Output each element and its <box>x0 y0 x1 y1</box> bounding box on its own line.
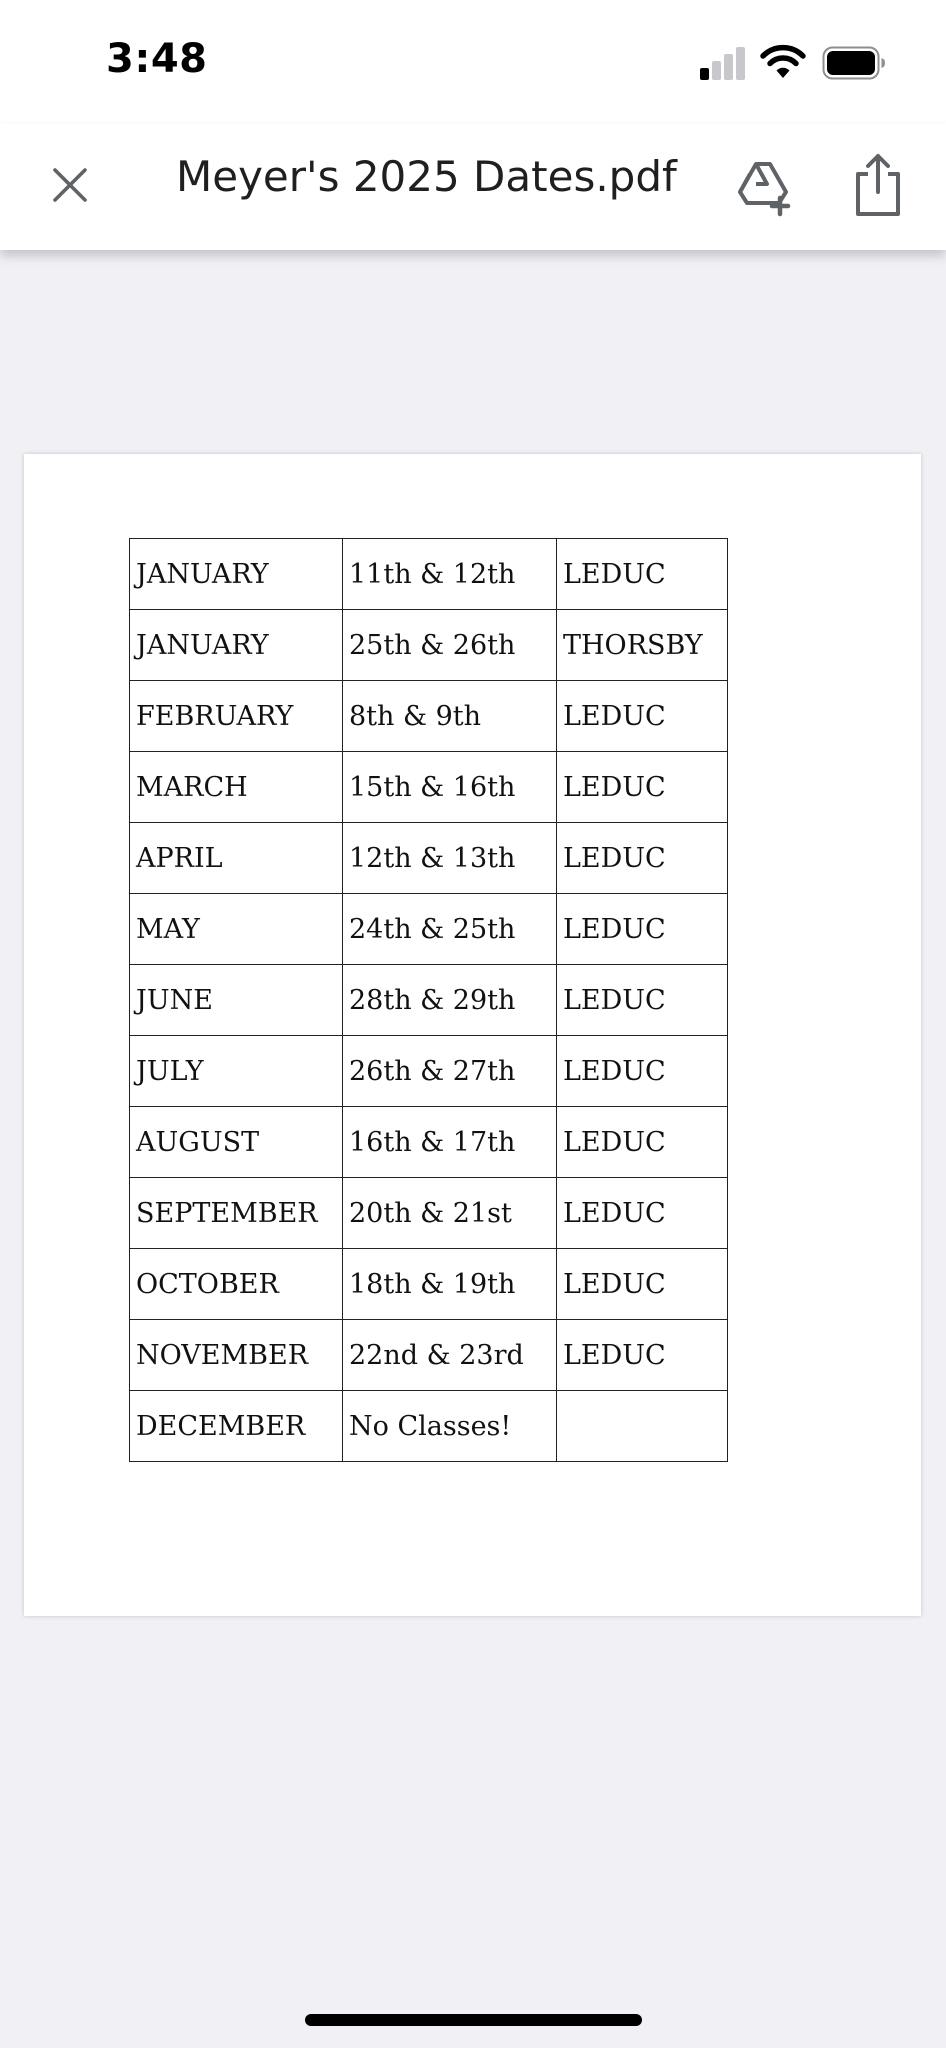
table-row <box>130 1391 728 1462</box>
add-to-drive-button[interactable] <box>734 154 798 218</box>
month-cell: JULY <box>130 1036 343 1107</box>
table-row <box>130 610 728 681</box>
status-bar <box>0 0 946 124</box>
dates-cell: 11th & 12th <box>343 539 557 610</box>
document-title: Meyer's 2025 Dates.pdf <box>176 152 677 201</box>
month-cell: OCTOBER <box>130 1249 343 1320</box>
month-cell: FEBRUARY <box>130 681 343 752</box>
dates-cell: 12th & 13th <box>343 823 557 894</box>
table-row <box>130 823 728 894</box>
table-row <box>130 1178 728 1249</box>
signal-icon <box>700 46 746 80</box>
location-cell <box>557 1391 728 1462</box>
dates-cell: 22nd & 23rd <box>343 1320 557 1391</box>
month-cell: APRIL <box>130 823 343 894</box>
month-cell: JANUARY <box>130 539 343 610</box>
month-cell: JUNE <box>130 965 343 1036</box>
table-row <box>130 1107 728 1178</box>
table-row <box>130 681 728 752</box>
month-cell: JANUARY <box>130 610 343 681</box>
month-cell: MAY <box>130 894 343 965</box>
dates-cell: 16th & 17th <box>343 1107 557 1178</box>
pdf-page[interactable] <box>24 454 921 1616</box>
share-icon <box>848 150 908 220</box>
dates-cell: 15th & 16th <box>343 752 557 823</box>
class-dates-table <box>129 538 728 1462</box>
month-cell: MARCH <box>130 752 343 823</box>
month-cell: DECEMBER <box>130 1391 343 1462</box>
month-cell: AUGUST <box>130 1107 343 1178</box>
dates-cell: 24th & 25th <box>343 894 557 965</box>
location-cell: LEDUC <box>557 752 728 823</box>
location-cell: LEDUC <box>557 965 728 1036</box>
dates-cell: 26th & 27th <box>343 1036 557 1107</box>
location-cell: LEDUC <box>557 681 728 752</box>
location-cell: THORSBY <box>557 610 728 681</box>
location-cell: LEDUC <box>557 823 728 894</box>
dates-cell: 25th & 26th <box>343 610 557 681</box>
table-row <box>130 1320 728 1391</box>
close-icon <box>52 167 88 203</box>
location-cell: LEDUC <box>557 1107 728 1178</box>
table-row <box>130 752 728 823</box>
home-indicator[interactable] <box>305 2014 642 2026</box>
location-cell: LEDUC <box>557 1036 728 1107</box>
wifi-icon <box>760 44 806 80</box>
month-cell: SEPTEMBER <box>130 1178 343 1249</box>
app-header <box>0 124 946 250</box>
share-button[interactable] <box>848 150 908 220</box>
drive-add-icon <box>734 154 798 218</box>
location-cell: LEDUC <box>557 894 728 965</box>
location-cell: LEDUC <box>557 1178 728 1249</box>
month-cell: NOVEMBER <box>130 1320 343 1391</box>
dates-cell: 18th & 19th <box>343 1249 557 1320</box>
battery-icon <box>822 46 886 80</box>
close-button[interactable] <box>44 159 96 211</box>
table-row <box>130 539 728 610</box>
table-row <box>130 894 728 965</box>
table-row <box>130 965 728 1036</box>
status-time: 3:48 <box>106 36 208 82</box>
table-row <box>130 1036 728 1107</box>
dates-cell: 28th & 29th <box>343 965 557 1036</box>
dates-cell: No Classes! <box>343 1391 557 1462</box>
dates-cell: 20th & 21st <box>343 1178 557 1249</box>
table-row <box>130 1249 728 1320</box>
location-cell: LEDUC <box>557 1320 728 1391</box>
location-cell: LEDUC <box>557 539 728 610</box>
location-cell: LEDUC <box>557 1249 728 1320</box>
dates-cell: 8th & 9th <box>343 681 557 752</box>
